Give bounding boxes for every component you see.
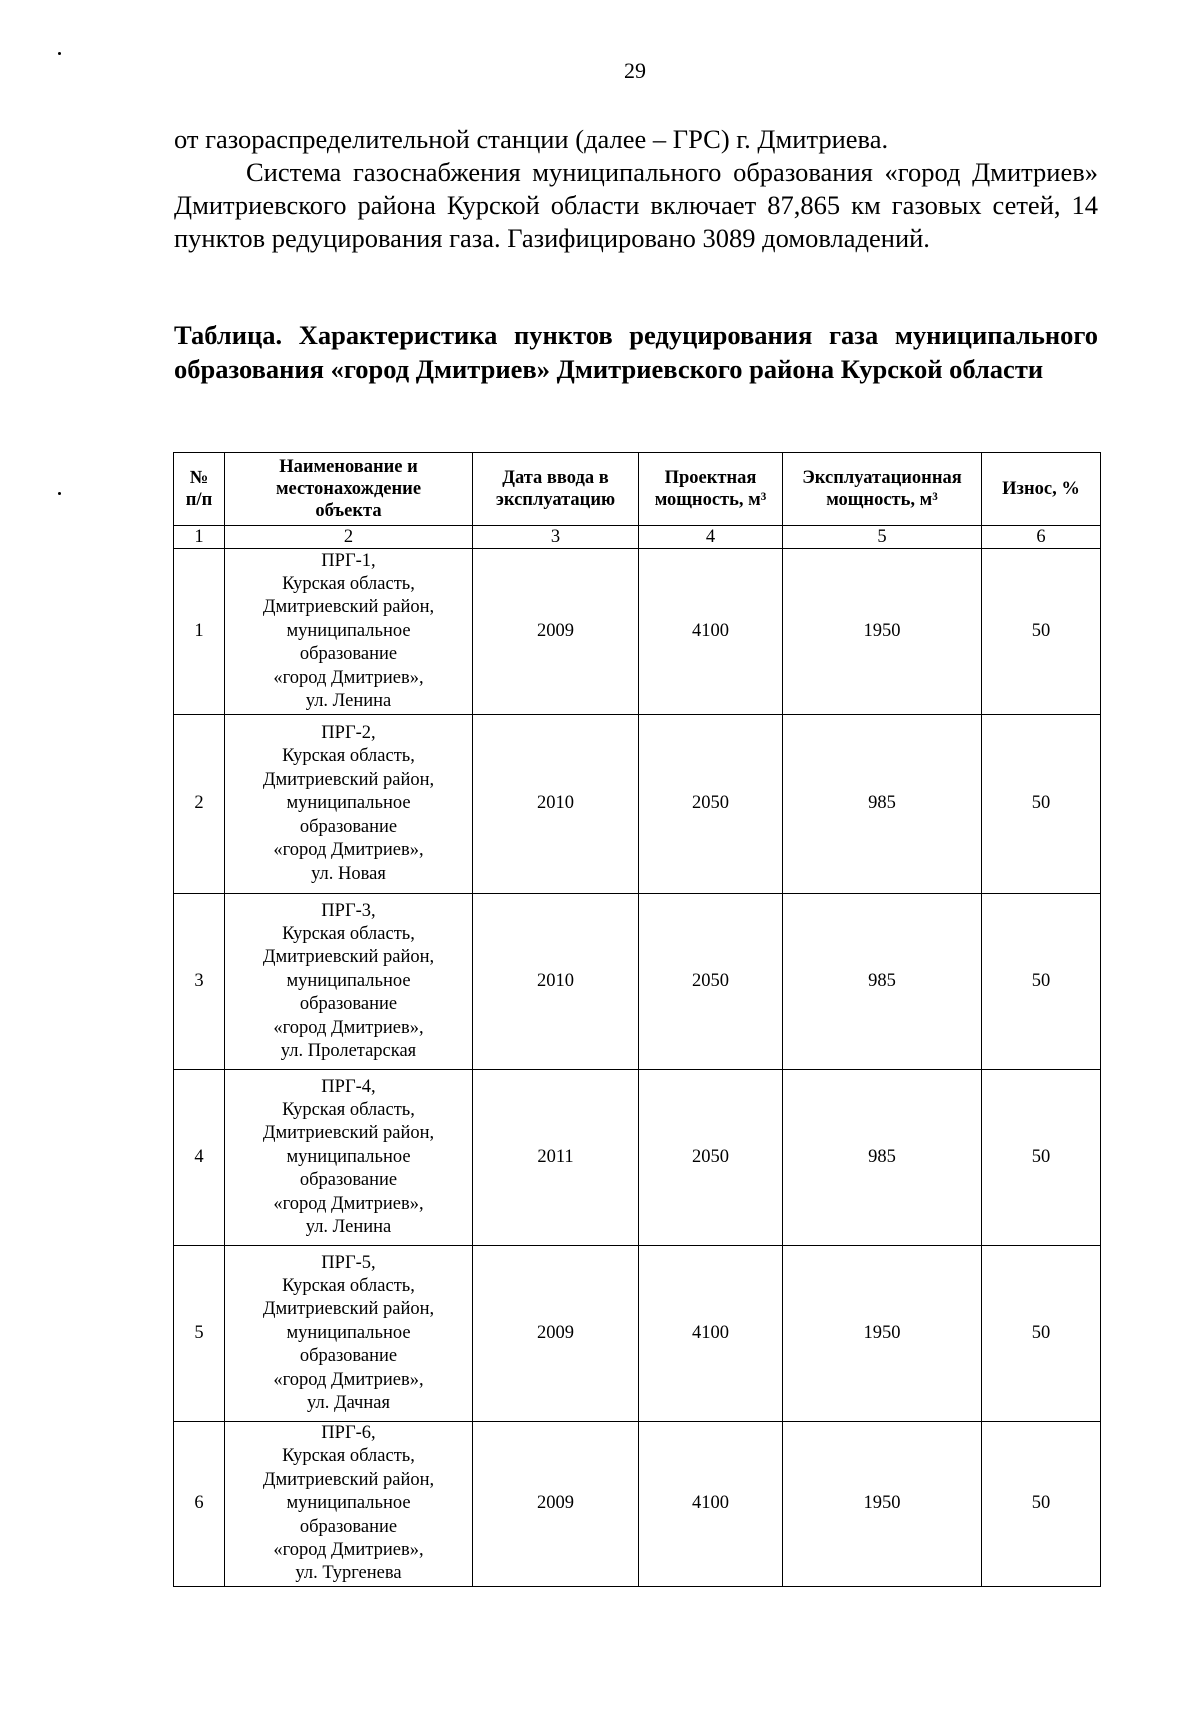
paragraph-gas-system: Система газоснабжения муниципального образования «город Дмитриев» Дмитриевского района Курской области включает 87,865 км газовых сетей, 14 пунктов редуцирования газа. Газифицировано 3089 домовладений. [174, 157, 1098, 253]
name-line: образование [299, 644, 398, 665]
wear-percent: 50 [982, 715, 1101, 894]
table-row [174, 1246, 1101, 1422]
name-line: муниципальное [286, 1146, 411, 1167]
header-line: Наименование и [279, 457, 418, 477]
name-line: ПРГ-2, [321, 723, 376, 744]
object-name-location [225, 715, 473, 894]
wear-percent: 50 [982, 894, 1101, 1070]
header-design-capacity [639, 453, 783, 526]
name-line: «город Дмитриев», [273, 1369, 424, 1390]
name-line: Курская область, [282, 1099, 415, 1120]
operational-capacity: 985 [783, 894, 982, 1070]
header-line: эксплуатацию [495, 490, 616, 510]
operational-capacity: 1950 [783, 1246, 982, 1422]
commission-year: 2009 [473, 549, 639, 715]
object-name-location [225, 1070, 473, 1246]
header-number [174, 453, 225, 526]
column-number: 1 [174, 526, 225, 549]
wear-percent: 50 [982, 549, 1101, 715]
name-line: «город Дмитриев», [273, 840, 424, 861]
header-wear [982, 453, 1101, 526]
header-line: мощность, м³ [654, 490, 767, 510]
name-line: образование [299, 994, 398, 1015]
commission-year: 2009 [473, 1422, 639, 1587]
name-line: образование [299, 1346, 398, 1367]
name-line: ул. Тургенева [295, 1563, 402, 1584]
name-line: муниципальное [286, 793, 411, 814]
table-row [174, 715, 1101, 894]
name-line: Курская область, [282, 923, 415, 944]
name-line: муниципальное [286, 620, 411, 641]
object-name-location [225, 549, 473, 715]
name-line: образование [299, 816, 398, 837]
header-operational-capacity [783, 453, 982, 526]
object-name-location [225, 1422, 473, 1587]
table-row [174, 894, 1101, 1070]
header-line: мощность, м³ [826, 490, 938, 510]
row-number: 3 [174, 894, 225, 1070]
name-line: «город Дмитриев», [273, 1540, 424, 1561]
row-number: 6 [174, 1422, 225, 1587]
row-number: 5 [174, 1246, 225, 1422]
name-line: Дмитриевский район, [262, 1469, 435, 1490]
column-number: 2 [225, 526, 473, 549]
name-line: Дмитриевский район, [262, 1299, 435, 1320]
name-line: Дмитриевский район, [262, 769, 435, 790]
name-line: «город Дмитриев», [273, 667, 424, 688]
name-line: муниципальное [286, 1493, 411, 1514]
gas-points-table [173, 452, 1101, 1587]
name-line: Курская область, [282, 573, 415, 594]
page-number: 29 [624, 58, 646, 83]
name-line: ул. Пролетарская [280, 1041, 417, 1062]
name-line: ул. Новая [311, 863, 386, 884]
table-row [174, 1070, 1101, 1246]
name-line: муниципальное [286, 1322, 411, 1343]
wear-percent: 50 [982, 1070, 1101, 1246]
header-line: № [189, 468, 209, 488]
header-line: Эксплуатационная [802, 468, 962, 488]
table-title: Таблица. Характеристика пунктов редуцирования газа муниципального образования «город Дмитриев» Дмитриевского района Курской области [174, 320, 1098, 384]
header-line: объекта [315, 501, 382, 521]
name-line: ПРГ-5, [321, 1252, 376, 1273]
row-number: 2 [174, 715, 225, 894]
commission-year: 2011 [473, 1070, 639, 1246]
design-capacity: 2050 [639, 715, 783, 894]
name-line: «город Дмитриев», [273, 1017, 424, 1038]
name-line: ул. Ленина [305, 1217, 392, 1238]
header-line: местонахождение [275, 479, 422, 499]
header-line: Дата ввода в [502, 468, 609, 488]
commission-year: 2010 [473, 894, 639, 1070]
paragraph-continuation: от газораспределительной станции (далее – ГРС) г. Дмитриева. [174, 124, 889, 154]
wear-percent: 50 [982, 1422, 1101, 1587]
header-line: Проектная [664, 468, 757, 488]
design-capacity: 4100 [639, 1422, 783, 1587]
name-line: Дмитриевский район, [262, 947, 435, 968]
header-line: Износ, % [1002, 479, 1080, 499]
header-name [225, 453, 473, 526]
column-number: 3 [473, 526, 639, 549]
row-number: 1 [174, 549, 225, 715]
design-capacity: 2050 [639, 1070, 783, 1246]
scan-speck [58, 52, 61, 55]
name-line: Дмитриевский район, [262, 1123, 435, 1144]
name-line: ПРГ-1, [321, 550, 376, 571]
design-capacity: 4100 [639, 549, 783, 715]
column-number: 5 [783, 526, 982, 549]
name-line: ПРГ-6, [321, 1423, 376, 1443]
operational-capacity: 1950 [783, 1422, 982, 1587]
object-name-location [225, 894, 473, 1070]
operational-capacity: 985 [783, 1070, 982, 1246]
name-line: ПРГ-3, [321, 900, 376, 921]
name-line: «город Дмитриев», [273, 1193, 424, 1214]
name-line: Дмитриевский район, [262, 597, 435, 618]
name-line: ул. Дачная [307, 1393, 390, 1414]
name-line: образование [299, 1170, 398, 1191]
column-number: 4 [639, 526, 783, 549]
name-line: Курская область, [282, 1275, 415, 1296]
column-number-row [174, 526, 1101, 549]
design-capacity: 4100 [639, 1246, 783, 1422]
commission-year: 2009 [473, 1246, 639, 1422]
scan-speck [58, 492, 61, 495]
name-line: муниципальное [286, 970, 411, 991]
name-line: ул. Ленина [305, 691, 392, 712]
operational-capacity: 985 [783, 715, 982, 894]
name-line: Курская область, [282, 1446, 415, 1467]
object-name-location [225, 1246, 473, 1422]
name-line: образование [299, 1516, 398, 1537]
header-line: п/п [185, 490, 213, 510]
table-row [174, 549, 1101, 715]
operational-capacity: 1950 [783, 549, 982, 715]
name-line: ПРГ-4, [321, 1076, 376, 1097]
wear-percent: 50 [982, 1246, 1101, 1422]
table-header-row [174, 453, 1101, 526]
name-line: Курская область, [282, 746, 415, 767]
design-capacity: 2050 [639, 894, 783, 1070]
header-date [473, 453, 639, 526]
table-row [174, 1422, 1101, 1587]
row-number: 4 [174, 1070, 225, 1246]
commission-year: 2010 [473, 715, 639, 894]
column-number: 6 [982, 526, 1101, 549]
